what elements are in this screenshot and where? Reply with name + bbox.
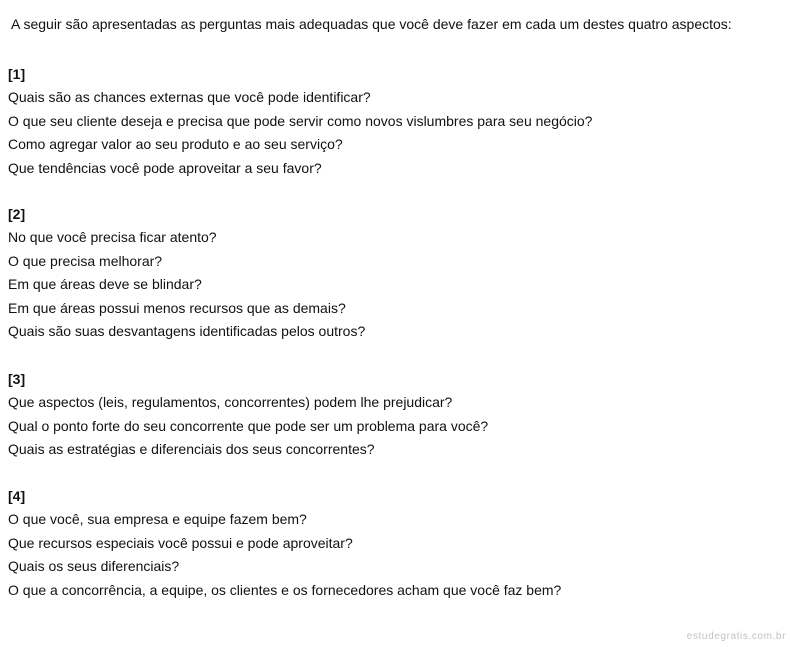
question-item: O que precisa melhorar?: [8, 252, 163, 269]
question-item: Em que áreas possui menos recursos que as demais?: [8, 299, 346, 316]
question-item: Que tendências você pode aproveitar a seu favor?: [8, 159, 322, 176]
question-item: Quais são as chances externas que você pode identificar?: [8, 89, 371, 105]
question-item: O que seu cliente deseja e precisa que pode servir como novos vislumbres para seu negócio?: [8, 112, 593, 129]
section-1: [8, 65, 592, 182]
section-4: [8, 487, 561, 604]
section-heading: [3]: [8, 371, 26, 387]
question-item: O que a concorrência, a equipe, os clientes e os fornecedores acham que você faz bem?: [8, 581, 562, 598]
section-heading: [2]: [8, 206, 26, 222]
intro-text: A seguir são apresentadas as perguntas mais adequadas que você deve fazer em cada um destes quatro aspectos:: [11, 16, 732, 32]
question-item: Quais os seus diferenciais?: [8, 558, 180, 574]
section-heading: [1]: [8, 66, 26, 82]
question-item: Quais as estratégias e diferenciais dos seus concorrentes?: [8, 441, 375, 457]
question-item: O que você, sua empresa e equipe fazem bem?: [8, 511, 307, 527]
question-list: [8, 393, 488, 464]
question-item: Em que áreas deve se blindar?: [8, 276, 202, 292]
watermark-text: estudegratis.com.br: [686, 631, 786, 642]
question-item: Que recursos especiais você possui e pode aproveitar?: [8, 534, 353, 551]
question-list: [8, 510, 561, 604]
section-heading: [4]: [8, 488, 26, 504]
section-3: [8, 370, 488, 464]
section-2: [8, 205, 365, 346]
question-item: Qual o ponto forte do seu concorrente que pode ser um problema para você?: [8, 417, 489, 434]
question-item: No que você precisa ficar atento?: [8, 229, 217, 245]
question-item: Que aspectos (leis, regulamentos, concorrentes) podem lhe prejudicar?: [8, 394, 453, 410]
question-item: Como agregar valor ao seu produto e ao seu serviço?: [8, 136, 343, 152]
question-list: [8, 228, 365, 346]
question-item: Quais são suas desvantagens identificadas pelos outros?: [8, 323, 366, 339]
question-list: [8, 88, 592, 182]
